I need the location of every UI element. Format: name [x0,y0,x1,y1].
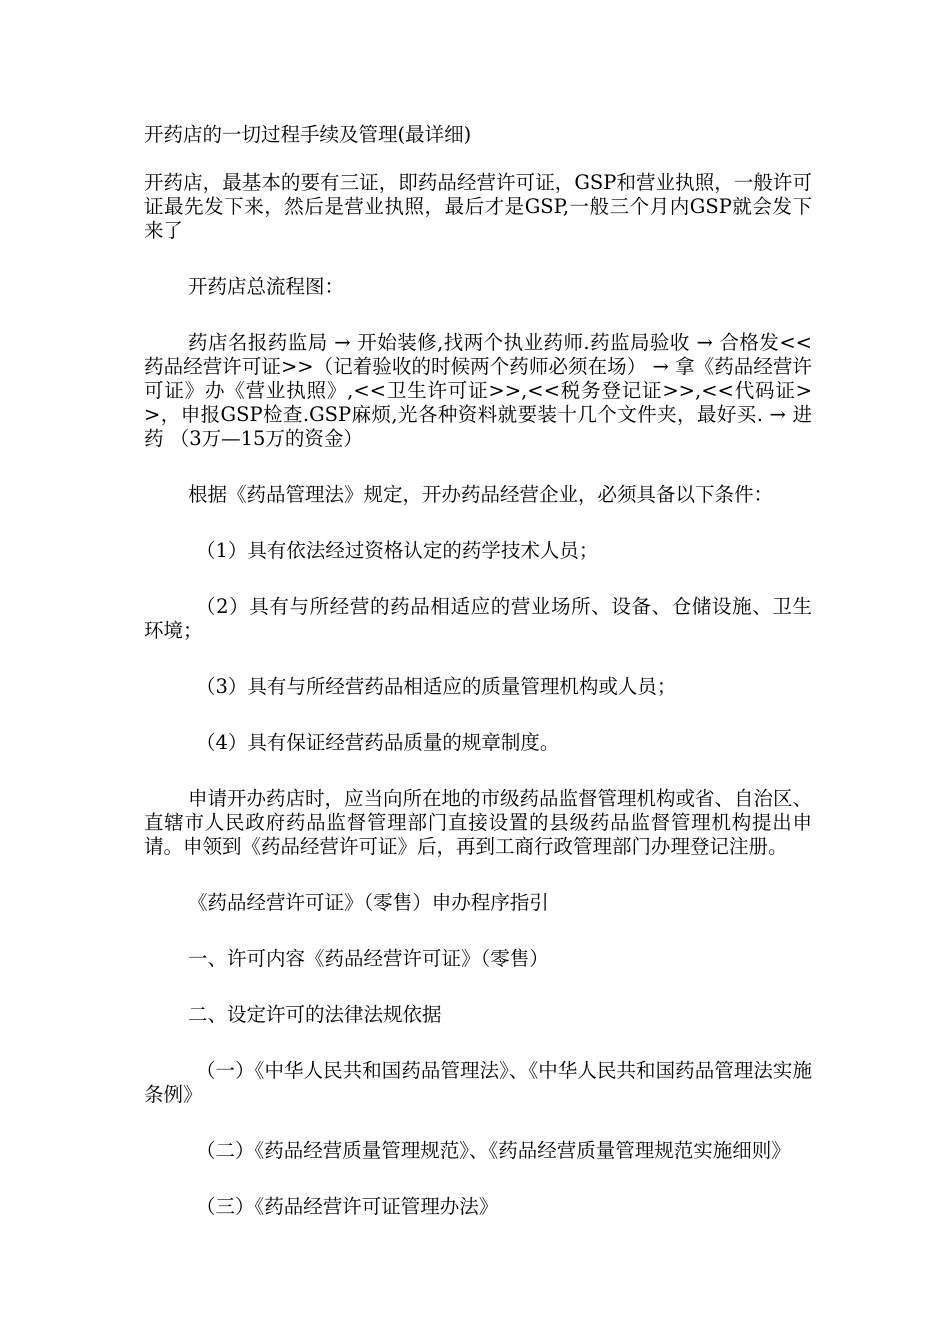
law-item-2: （二）《药品经营质量管理规范》、《药品经营质量管理规范实施细则》 [196,1139,791,1162]
condition-item-3: （3）具有与所经营药品相适应的质量管理机构或人员； [196,675,677,698]
procedure-guide-heading: 《药品经营许可证》（零售）申办程序指引 [188,891,549,914]
application-paragraph: 申请开办药店时，应当向所在地的市级药品监督管理机构或省、自治区、直辖市人民政府药品监督管理部门直接设置的县级药品监督管理机构提出申请。申领到《药品经营许可证》后，再到工商行政管理部门办理登记注册。 [144,787,813,858]
condition-item-4: （4）具有保证经营药品质量的规章制度。 [196,731,560,754]
flowchart-heading: 开药店总流程图： [188,275,345,298]
intro-paragraph: 开药店，最基本的要有三证，即药品经营许可证，GSP和营业执照，一般许可证最先发下来，然后是营业执照，最后才是GSP,一般三个月内GSP就会发下来了 [144,171,812,242]
section-two-heading: 二、设定许可的法律法规依据 [188,1003,442,1026]
condition-item-2: （2）具有与所经营的药品相适应的营业场所、设备、仓储设施、卫生环境； [144,595,812,642]
section-one-heading: 一、许可内容《药品经营许可证》（零售） [188,947,549,970]
document-title: 开药店的一切过程手续及管理(最详细) [144,123,472,146]
flowchart-paragraph: 药店名报药监局 → 开始装修,找两个执业药师.药监局验收 → 合格发<<药品经营许可证>>（记着验收的时候两个药师必须在场） → 拿《药品经营许可证》办《营业执照》,<<卫生许可证>>,<<税务登记证>>,<<代码证>>，申报GSP检查.GSP麻烦,光各种资料就要装十几个文件夹，最好买. → 进药 （3万—15万的资金） [144,331,812,450]
condition-item-1: （1）具有依法经过资格认定的药学技术人员； [196,539,599,562]
document-page [144,123,812,1219]
conditions-intro: 根据《药品管理法》规定，开办药品经营企业，必须具备以下条件： [188,483,774,506]
law-item-3: （三）《药品经营许可证管理办法》 [196,1195,499,1218]
law-item-1: （一）《中华人民共和国药品管理法》、《中华人民共和国药品管理法实施条例》 [144,1059,812,1106]
